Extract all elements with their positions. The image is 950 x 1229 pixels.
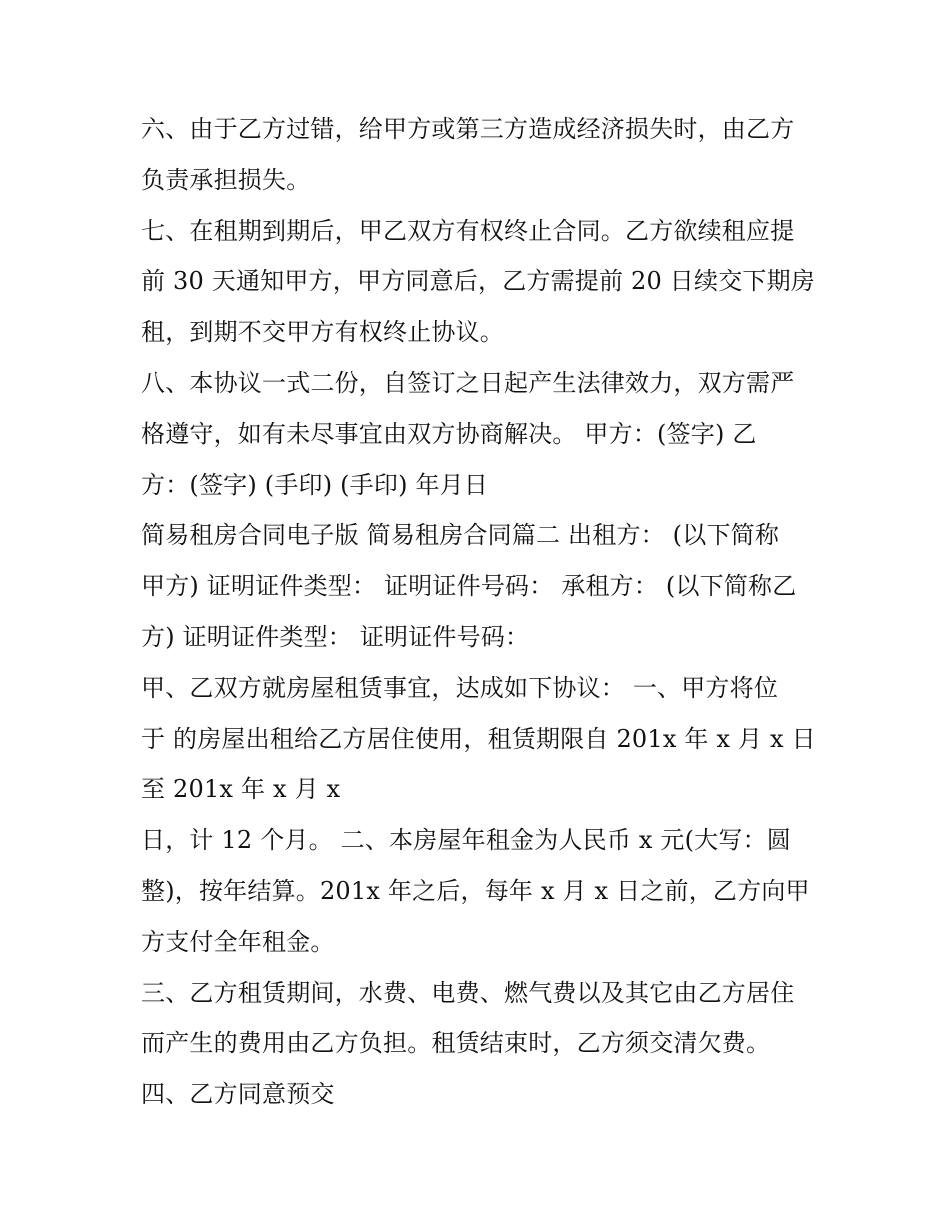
text-line: 八、本协议一式二份，自签订之日起产生法律效力，双方需严 bbox=[141, 368, 795, 397]
text-line: 三、乙方租赁期间，水费、电费、燃气费以及其它由乙方居住 bbox=[141, 978, 795, 1007]
text-line: 方支付全年租金。 bbox=[141, 927, 335, 956]
text-line: 方：(签字) (手印) (手印) 年月日 bbox=[141, 470, 489, 499]
text-line: 至 201x 年 x 月 x bbox=[141, 775, 341, 804]
text-line: 甲、乙双方就房屋租赁事宜，达成如下协议： 一、甲方将位 bbox=[141, 673, 779, 702]
text-line: 负责承担损失。 bbox=[141, 165, 311, 194]
text-line: 格遵守，如有未尽事宜由双方协商解决。 甲方：(签字) 乙 bbox=[141, 419, 757, 448]
text-line: 而产生的费用由乙方负担。租赁结束时，乙方须交清欠费。 bbox=[141, 1029, 771, 1058]
text-line: 七、在租期到期后，甲乙双方有权终止合同。乙方欲续租应提 bbox=[141, 216, 795, 245]
text-line: 六、由于乙方过错，给甲方或第三方造成经济损失时，由乙方 bbox=[141, 115, 795, 143]
text-line: 租，到期不交甲方有权终止协议。 bbox=[141, 318, 504, 347]
text-line: 四、乙方同意预交 bbox=[141, 1080, 335, 1109]
text-line: 日，计 12 个月。 二、本房屋年租金为人民币 x 元(大写：圆 bbox=[141, 826, 791, 855]
text-line: 前 30 天通知甲方，甲方同意后，乙方需提前 20 日续交下期房 bbox=[141, 267, 815, 296]
text-line: 甲方) 证明证件类型： 证明证件号码： 承租方： (以下简称乙 bbox=[141, 572, 797, 601]
text-line: 方) 证明证件类型： 证明证件号码： bbox=[141, 622, 530, 651]
contract-text bbox=[141, 104, 821, 1120]
text-line: 于 的房屋出租给乙方居住使用，租赁期限自 201x 年 x 月 x 日 bbox=[141, 724, 816, 753]
text-line: 简易租房合同电子版 简易租房合同篇二 出租方： (以下简称 bbox=[141, 521, 780, 550]
text-line: 整)，按年结算。201x 年之后，每年 x 月 x 日之前，乙方向甲 bbox=[141, 876, 810, 905]
